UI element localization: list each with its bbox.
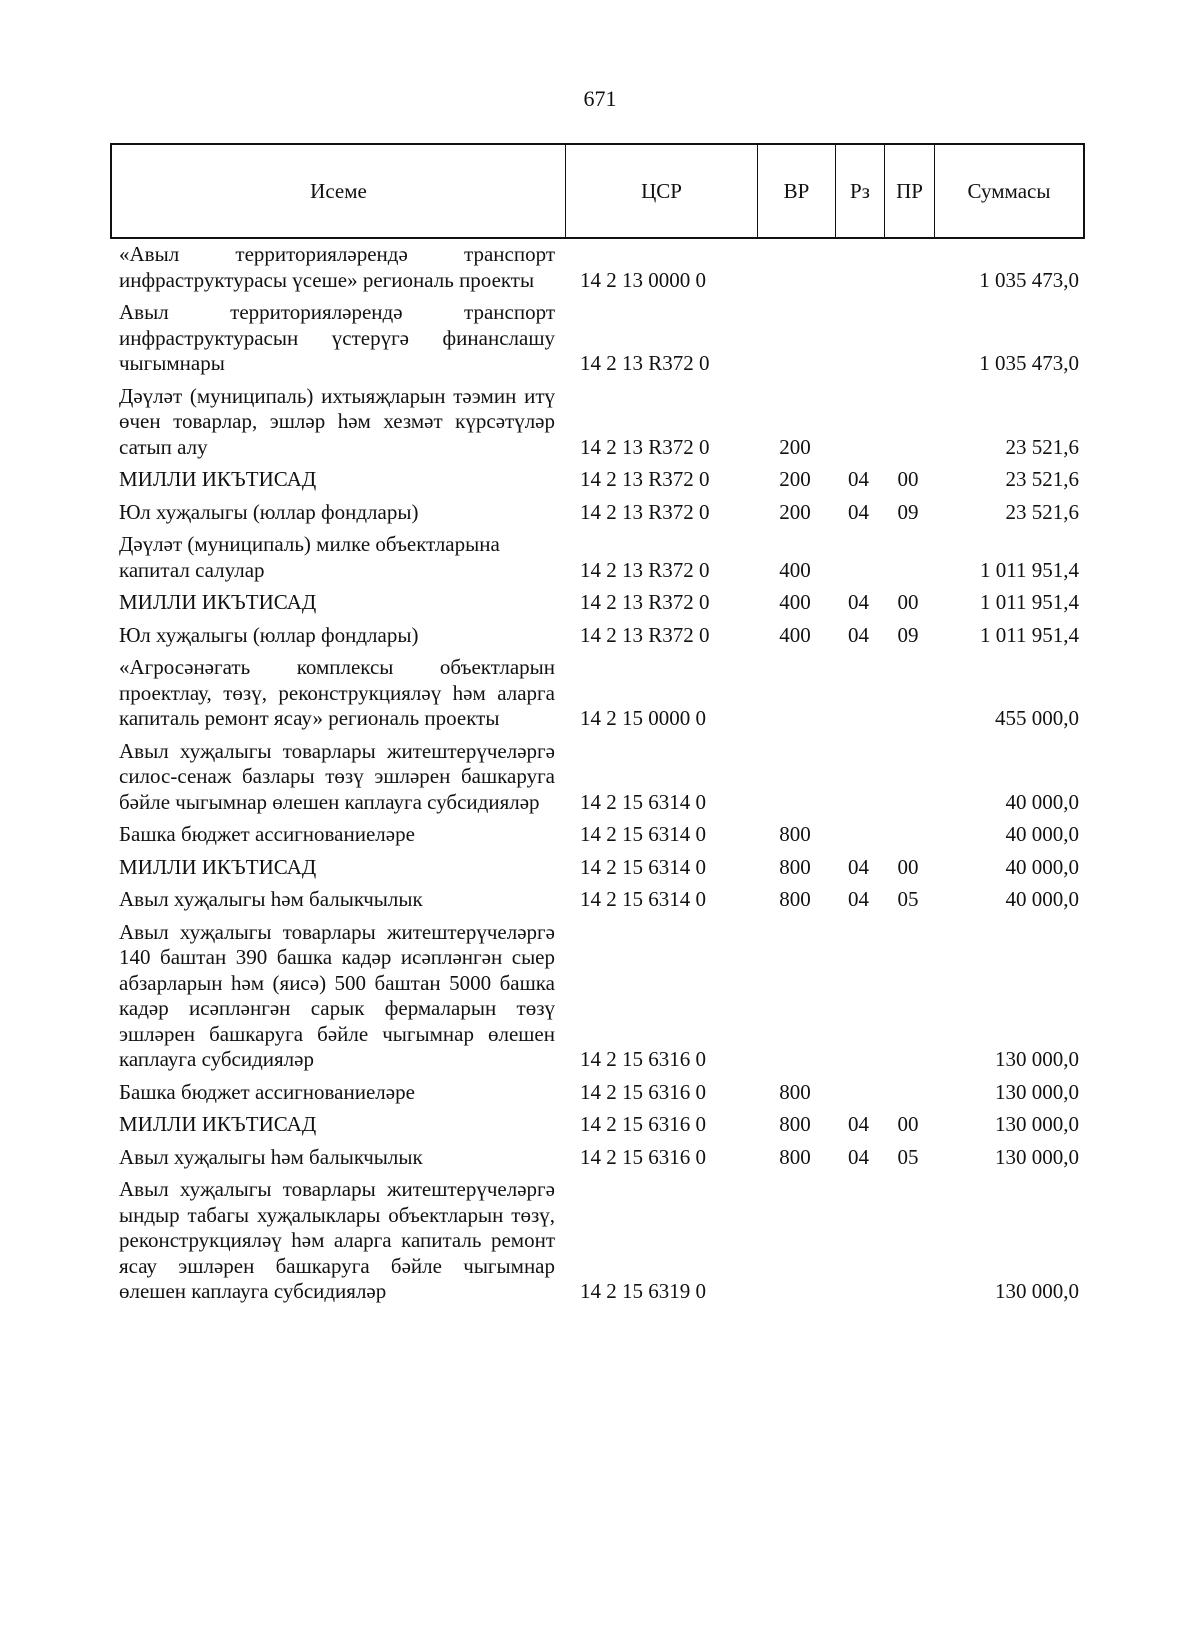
table-row — [110, 887, 1085, 913]
header-rz: Рз — [836, 145, 885, 237]
row-sum: 23 521,6 — [1005, 467, 1079, 491]
row-sum: 40 000,0 — [1005, 822, 1079, 846]
row-rz: 04 — [848, 622, 869, 647]
row-rz: 04 — [848, 590, 869, 614]
row-name: Башка бюджет ассигнованиеләре — [119, 822, 415, 846]
table-row — [110, 1112, 1085, 1138]
row-vr: 800 — [779, 1112, 811, 1136]
row-vr: 400 — [779, 622, 811, 647]
row-sum: 1 011 951,4 — [980, 622, 1079, 647]
row-sum: 1 011 951,4 — [980, 590, 1079, 614]
table-body — [110, 242, 1085, 1312]
row-csr: 14 2 13 R372 0 — [580, 557, 710, 582]
row-sum: 1 011 951,4 — [980, 557, 1079, 582]
row-pr: 00 — [897, 467, 919, 491]
row-csr: 14 2 13 0000 0 — [580, 267, 706, 292]
row-sum: 130 000,0 — [995, 1047, 1079, 1071]
row-rz: 04 — [848, 854, 869, 879]
row-name: Авыл территорияләрендә транспорт инфраструктурасын үстерүгә финанслашу чыгымнары — [119, 300, 555, 375]
row-vr: 800 — [779, 854, 811, 879]
table-row — [110, 300, 1085, 377]
row-csr: 14 2 15 6314 0 — [580, 854, 706, 879]
row-pr: 00 — [897, 1112, 919, 1136]
table-row — [110, 822, 1085, 848]
row-csr: 14 2 15 6314 0 — [580, 822, 706, 846]
row-csr: 14 2 15 6319 0 — [580, 1279, 706, 1303]
row-csr: 14 2 13 R372 0 — [580, 590, 710, 614]
row-name: Юл хуҗалыгы (юллар фондлары) — [119, 499, 419, 524]
row-pr: 05 — [897, 887, 919, 911]
header-sum: Суммасы — [967, 178, 1051, 203]
row-csr: 14 2 13 R372 0 — [580, 434, 710, 459]
row-name: Авыл хуҗалыгы товарлары житештерүчеләргә ындыр табагы хуҗалыклары объектларын төзү, реконструкцияләү һәм аларга капиталь ремонт ясау эшләрен башкаруга бәйле чыгымнар өлешен каплауга субсидияләр — [119, 1177, 555, 1303]
row-sum: 1 035 473,0 — [979, 351, 1079, 375]
header-csr: ЦСР — [566, 145, 758, 237]
row-sum: 130 000,0 — [995, 1279, 1079, 1303]
row-csr: 14 2 13 R372 0 — [580, 622, 710, 647]
row-pr: 09 — [897, 499, 919, 524]
row-pr: 00 — [897, 854, 919, 879]
header-name: Исеме — [112, 145, 566, 237]
row-csr: 14 2 15 6316 0 — [580, 1144, 706, 1169]
row-pr: 09 — [897, 622, 919, 647]
header-pr: ПР — [885, 145, 935, 237]
row-name: Башка бюджет ассигнованиеләре — [119, 1079, 415, 1104]
row-csr: 14 2 13 R372 0 — [580, 499, 710, 524]
table-row — [110, 739, 1085, 816]
row-csr: 14 2 15 6316 0 — [580, 1047, 706, 1071]
row-name: Юл хуҗалыгы (юллар фондлары) — [119, 622, 419, 647]
row-name: «Авыл территорияләрендә транспорт инфраструктурасы үсеше» региональ проекты — [119, 242, 555, 292]
row-pr: 05 — [897, 1144, 919, 1169]
table-row — [110, 532, 1085, 583]
row-rz: 04 — [848, 1144, 869, 1169]
table-row — [110, 1080, 1085, 1106]
row-name: Авыл хуҗалыгы һәм балыкчылык — [119, 887, 423, 911]
table-row — [110, 920, 1085, 1073]
table-row — [110, 242, 1085, 293]
row-name: МИЛЛИ ИКЪТИСАД — [119, 1112, 317, 1136]
table-row — [110, 500, 1085, 526]
row-sum: 40 000,0 — [1005, 854, 1079, 879]
header-vr: ВР — [758, 145, 836, 237]
row-csr: 14 2 15 6314 0 — [580, 789, 706, 814]
table-row — [110, 384, 1085, 461]
row-vr: 200 — [779, 467, 811, 491]
row-name: Авыл хуҗалыгы товарлары житештерүчеләргә силос-сенаж базлары төзү эшләрен башкаруга бәйле чыгымнар өлешен каплауга субсидияләр — [119, 738, 555, 814]
page-number: 671 — [583, 86, 617, 111]
row-vr: 200 — [779, 434, 811, 459]
row-vr: 400 — [779, 590, 811, 614]
row-sum: 40 000,0 — [1005, 887, 1079, 911]
row-csr: 14 2 13 R372 0 — [580, 467, 710, 491]
row-vr: 800 — [779, 1079, 811, 1104]
row-sum: 130 000,0 — [995, 1112, 1079, 1136]
row-rz: 04 — [848, 887, 869, 911]
row-csr: 14 2 15 6316 0 — [580, 1112, 706, 1136]
row-vr: 800 — [779, 822, 811, 846]
table-row — [110, 655, 1085, 732]
table-row — [110, 855, 1085, 881]
row-name: Дәүләт (муниципаль) ихтыяҗларын тәэмин итү өчен товарлар, эшләр һәм хезмәт күрсәтүләр сатып алу — [119, 383, 555, 459]
row-vr: 800 — [779, 1144, 811, 1169]
row-rz: 04 — [848, 467, 869, 491]
table-header — [110, 143, 1085, 239]
table-row — [110, 623, 1085, 649]
row-pr: 00 — [897, 590, 919, 614]
row-sum: 23 521,6 — [1005, 499, 1079, 524]
row-vr: 800 — [779, 887, 811, 911]
row-vr: 400 — [779, 557, 811, 582]
row-csr: 14 2 15 6314 0 — [580, 887, 706, 911]
table-row — [110, 1177, 1085, 1305]
table-row — [110, 467, 1085, 493]
table-row — [110, 1145, 1085, 1171]
row-csr: 14 2 15 6316 0 — [580, 1079, 706, 1104]
row-csr: 14 2 15 0000 0 — [580, 706, 706, 730]
row-vr: 200 — [779, 499, 811, 524]
row-name: МИЛЛИ ИКЪТИСАД — [119, 590, 317, 614]
row-sum: 23 521,6 — [1005, 434, 1079, 459]
row-sum: 1 035 473,0 — [979, 267, 1079, 292]
row-sum: 130 000,0 — [995, 1079, 1079, 1104]
row-name: Авыл хуҗалыгы һәм балыкчылык — [119, 1144, 423, 1169]
table-row — [110, 590, 1085, 616]
row-name: Дәүләт (муниципаль) милке объектларына капитал салулар — [119, 532, 500, 582]
row-sum: 130 000,0 — [995, 1144, 1079, 1169]
row-name: МИЛЛИ ИКЪТИСАД — [119, 854, 317, 879]
row-name: «Агросәнәгать комплексы объектларын проектлау, төзү, реконструкцияләү һәм аларга капиталь ремонт ясау» региональ проекты — [119, 655, 555, 730]
row-csr: 14 2 13 R372 0 — [580, 351, 710, 375]
row-sum: 40 000,0 — [1005, 789, 1079, 814]
row-rz: 04 — [848, 499, 869, 524]
row-rz: 04 — [848, 1112, 869, 1136]
row-sum: 455 000,0 — [995, 706, 1079, 730]
row-name: МИЛЛИ ИКЪТИСАД — [119, 467, 317, 491]
row-name: Авыл хуҗалыгы товарлары житештерүчеләргә 140 баштан 390 башка кадәр исәпләнгән сыер абзарларын һәм (яисә) 500 баштан 5000 башка кадәр исәпләнгән сарык фермаларын төзү эшләрен башкаруга бәйле чыгымнар өлешен каплауга субсидияләр — [119, 919, 555, 1071]
